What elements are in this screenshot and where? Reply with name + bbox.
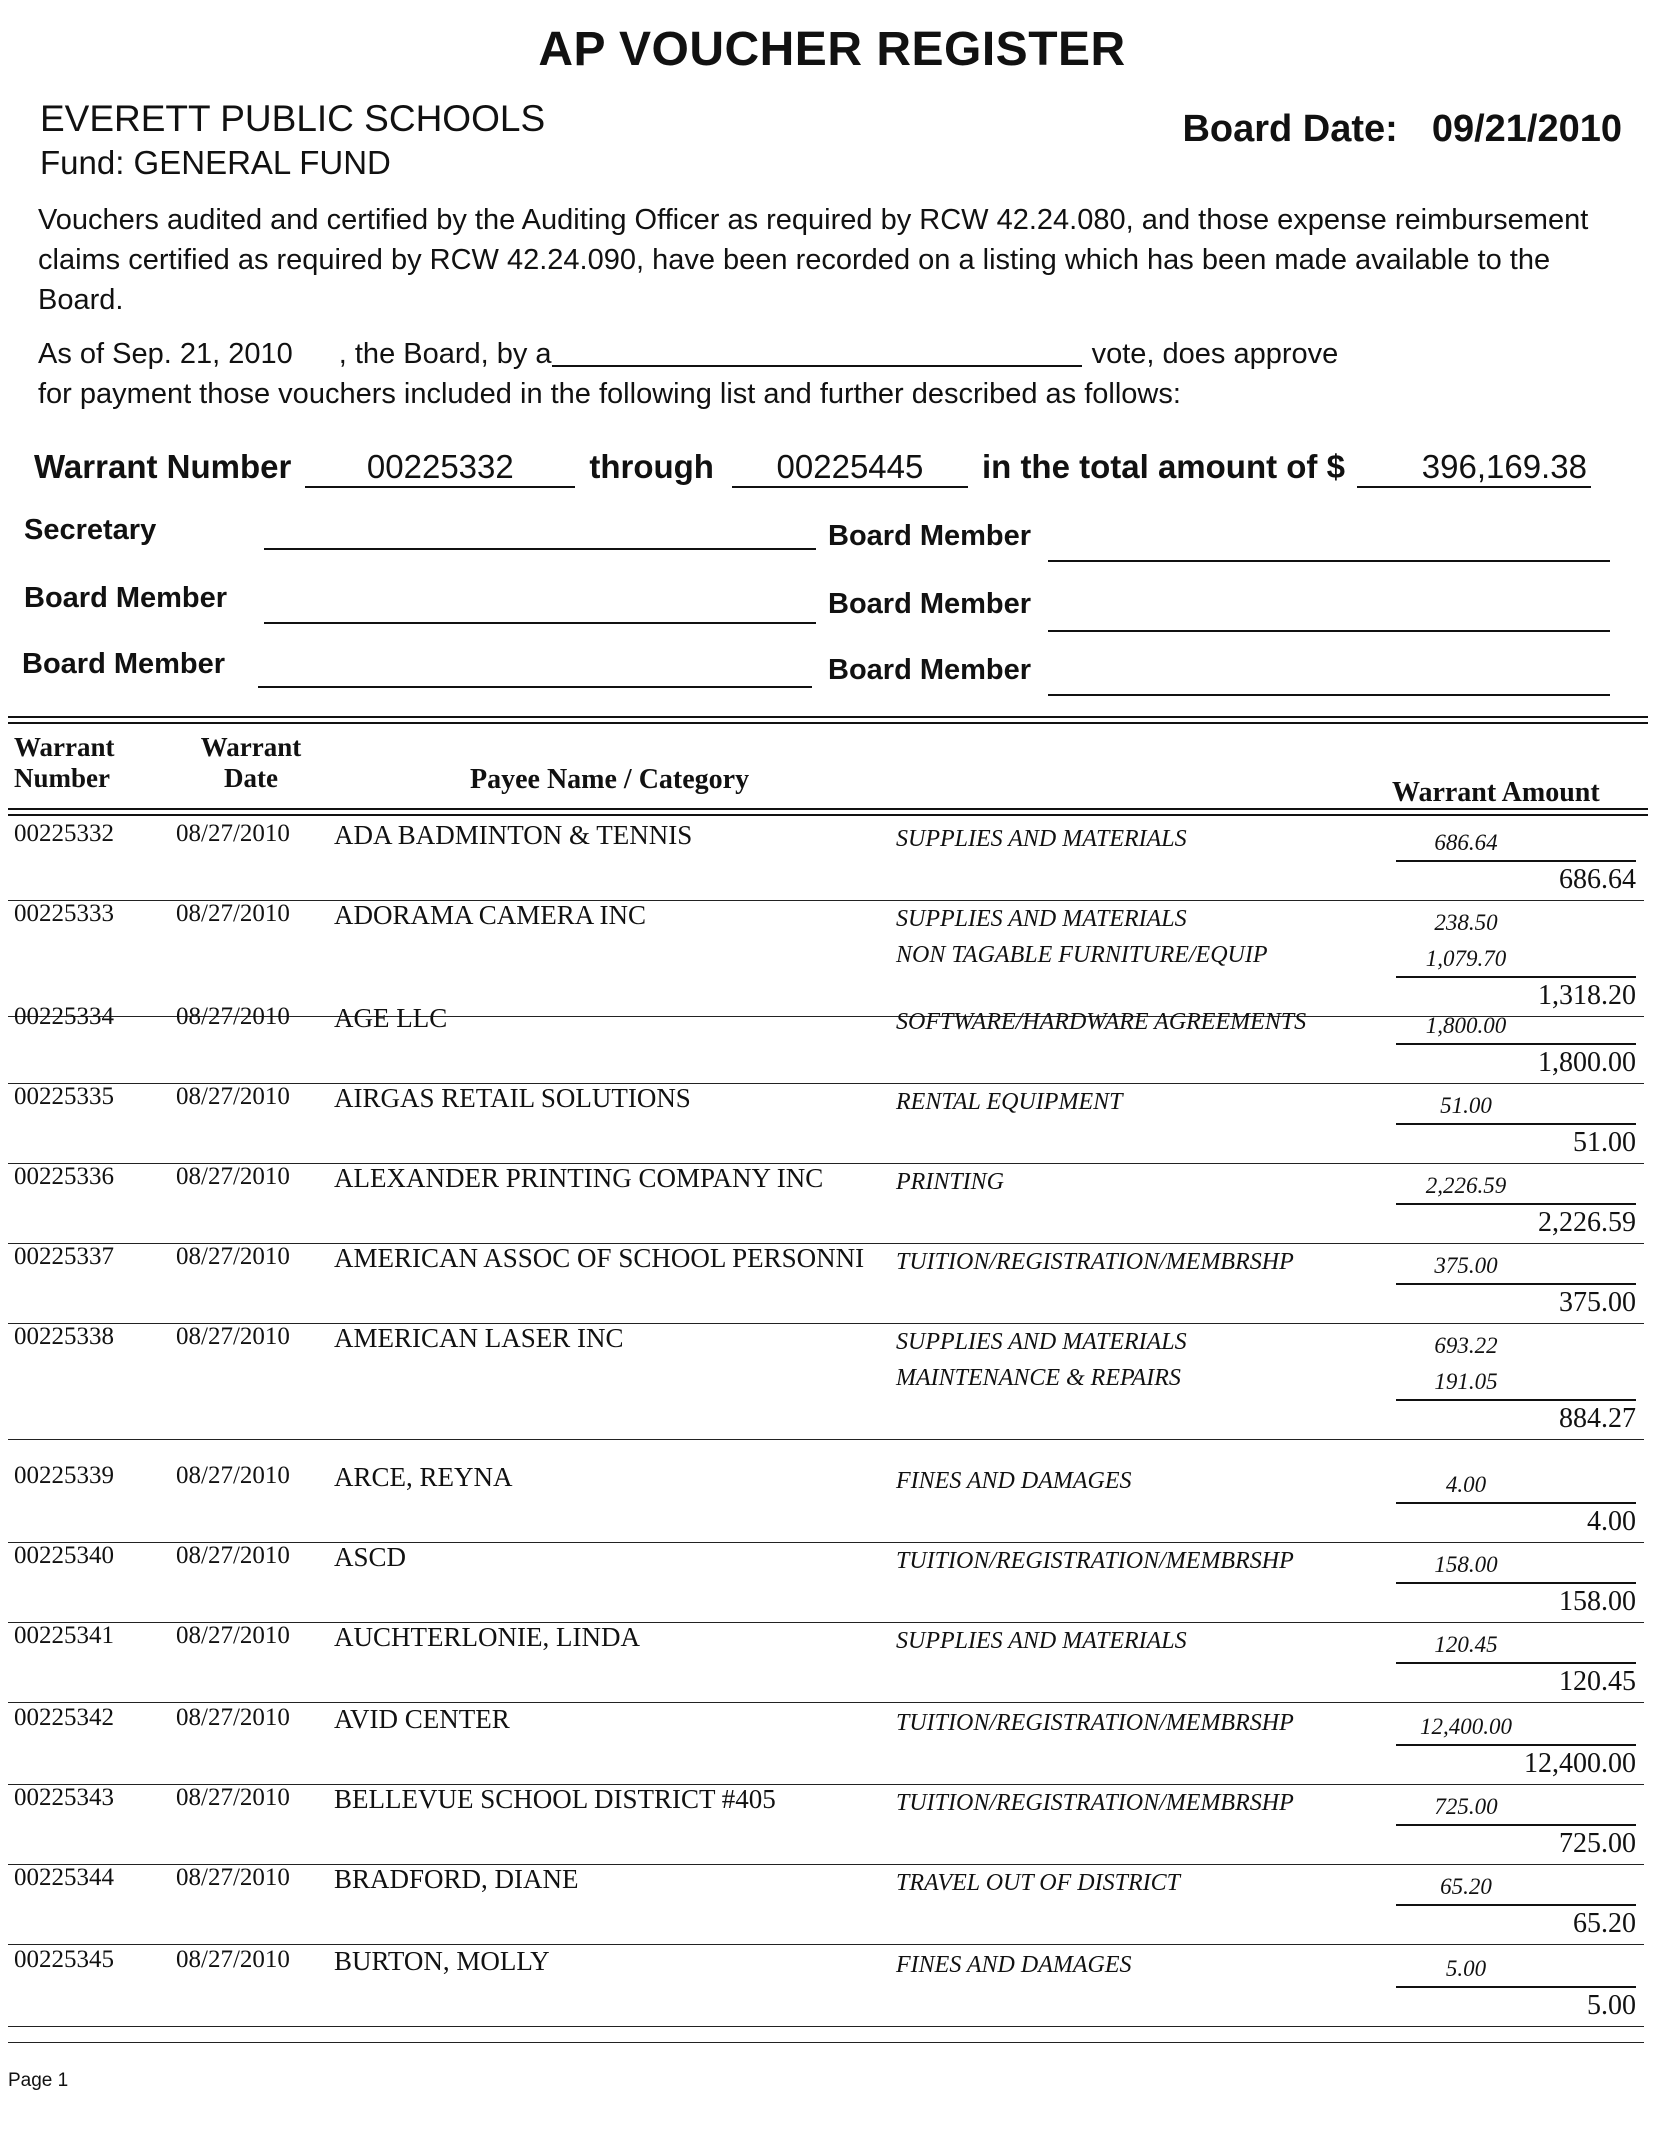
category: TUITION/REGISTRATION/MEMBRSHP <box>896 1548 1294 1574</box>
category: FINES AND DAMAGES <box>896 1952 1132 1978</box>
approval-rest: for payment those vouchers included in the following list and further described as follows: <box>38 378 1181 410</box>
subtotal-rule <box>1396 976 1636 978</box>
as-of-label: As of <box>38 338 105 370</box>
warrant-number: 00225337 <box>14 1243 114 1270</box>
column-header-amount: Warrant Amount <box>1392 777 1600 808</box>
signature-line <box>258 686 812 688</box>
header-text: Date <box>224 763 278 793</box>
warrant-date: 08/27/2010 <box>176 1784 290 1811</box>
warrant-number: 00225340 <box>14 1542 114 1569</box>
board-member-label: Board Member <box>22 648 226 680</box>
warrant-total: 1,800.00 <box>1538 1047 1636 1078</box>
board-member-label: Board Member <box>24 582 228 614</box>
line-amount: 693.22 <box>1434 1333 1498 1358</box>
warrant-date: 08/27/2010 <box>176 1243 290 1270</box>
warrant-number: 00225335 <box>14 1083 114 1110</box>
category: TUITION/REGISTRATION/MEMBRSHP <box>896 1790 1294 1816</box>
category: TUITION/REGISTRATION/MEMBRSHP <box>896 1710 1294 1736</box>
total-amount-label: in the total amount of $ <box>981 448 1345 485</box>
row-separator <box>8 1702 1644 1703</box>
warrant-date: 08/27/2010 <box>176 1003 290 1030</box>
secretary-label: Secretary <box>24 514 157 546</box>
category: SUPPLIES AND MATERIALS <box>896 826 1187 852</box>
warrant-number: 00225338 <box>14 1323 114 1350</box>
warrant-number: 00225341 <box>14 1622 114 1649</box>
through-label: through <box>589 448 714 485</box>
warrant-total: 686.64 <box>1559 864 1636 895</box>
board-member-signature-3 <box>828 588 1031 621</box>
board-date-label: Board Date: <box>1182 108 1398 150</box>
line-amount: 120.45 <box>1434 1632 1498 1657</box>
fund-label: Fund: GENERAL FUND <box>40 144 391 181</box>
warrant-date: 08/27/2010 <box>176 1542 290 1569</box>
secretary-signature <box>24 514 156 547</box>
warrant-total: 158.00 <box>1559 1586 1636 1617</box>
row-separator <box>8 1944 1644 1945</box>
warrant-number: 00225334 <box>14 1003 114 1030</box>
approval-paragraph <box>38 334 1618 414</box>
board-member-signature-2 <box>24 582 227 615</box>
vote-blank <box>552 335 1082 367</box>
warrant-number: 00225345 <box>14 1946 114 1973</box>
category: RENTAL EQUIPMENT <box>896 1089 1123 1115</box>
payee-name: BELLEVUE SCHOOL DISTRICT #405 <box>334 1784 776 1814</box>
payee-name: ALEXANDER PRINTING COMPANY INC <box>334 1163 824 1193</box>
certification-paragraph: Vouchers audited and certified by the Auditing Officer as required by RCW 42.24.080, and those expense reimbursement claims certified as required by RCW 42.24.090, have been recorded on a listing which has been made available to the Board. <box>38 204 1589 316</box>
warrant-number: 00225333 <box>14 900 114 927</box>
payee-name: ARCE, REYNA <box>334 1462 513 1492</box>
warrant-total: 725.00 <box>1559 1828 1636 1859</box>
warrant-total: 2,226.59 <box>1538 1207 1636 1238</box>
page-number: Page 1 <box>8 2070 69 2091</box>
line-amount: 238.50 <box>1434 910 1498 935</box>
approval-middle: , the Board, by a <box>338 338 552 370</box>
signature-line <box>1048 560 1610 562</box>
subtotal-rule <box>1396 1582 1636 1584</box>
header-text: Number <box>14 763 110 793</box>
as-of-date: Sep. 21, 2010 <box>112 338 293 370</box>
line-amount: 1,079.70 <box>1425 946 1507 971</box>
warrant-number: 00225332 <box>14 820 114 847</box>
header-text: Warrant <box>14 732 115 762</box>
payee-name: AUCHTERLONIE, LINDA <box>334 1622 640 1652</box>
signature-line <box>1048 694 1610 696</box>
warrant-total: 884.27 <box>1559 1403 1636 1434</box>
payee-name: AIRGAS RETAIL SOLUTIONS <box>334 1083 691 1113</box>
subtotal-rule <box>1396 1662 1636 1664</box>
column-header-warrant-number <box>14 732 115 794</box>
warrant-date: 08/27/2010 <box>176 1622 290 1649</box>
subtotal-rule <box>1396 1203 1636 1205</box>
header-rule-top <box>8 716 1648 718</box>
category: SOFTWARE/HARDWARE AGREEMENTS <box>896 1009 1307 1035</box>
row-separator <box>8 2026 1644 2027</box>
payee-name: ADA BADMINTON & TENNIS <box>334 820 693 850</box>
warrant-number: 00225342 <box>14 1704 114 1731</box>
signature-line <box>264 548 816 550</box>
signature-line <box>1048 630 1610 632</box>
category: PRINTING <box>896 1169 1004 1195</box>
warrant-total: 1,318.20 <box>1538 980 1636 1011</box>
warrant-total: 51.00 <box>1573 1127 1636 1158</box>
warrant-from: 00225332 <box>305 448 575 488</box>
warrant-number: 00225344 <box>14 1864 114 1891</box>
approval-vote: vote, does approve <box>1091 338 1339 370</box>
warrant-date: 08/27/2010 <box>176 820 290 847</box>
line-amount: 1,800.00 <box>1425 1013 1507 1038</box>
footer-rule <box>8 2042 1644 2043</box>
line-amount: 158.00 <box>1434 1552 1498 1577</box>
payee-name: AMERICAN ASSOC OF SCHOOL PERSONNI <box>334 1243 865 1273</box>
header-rule-bottom-double <box>8 814 1648 816</box>
warrant-date: 08/27/2010 <box>176 1462 290 1489</box>
warrant-number: 00225343 <box>14 1784 114 1811</box>
warrant-date: 08/27/2010 <box>176 1083 290 1110</box>
column-header-payee: Payee Name / Category <box>470 764 750 795</box>
document-title: AP VOUCHER REGISTER <box>538 23 1126 76</box>
subtotal-rule <box>1396 1043 1636 1045</box>
warrant-total: 375.00 <box>1559 1287 1636 1318</box>
header-text: Warrant <box>200 732 302 762</box>
category: TUITION/REGISTRATION/MEMBRSHP <box>896 1249 1294 1275</box>
category: MAINTENANCE & REPAIRS <box>896 1365 1181 1391</box>
payee-name: BURTON, MOLLY <box>334 1946 550 1976</box>
board-date <box>1182 108 1622 151</box>
board-member-label: Board Member <box>828 588 1032 620</box>
warrant-date: 08/27/2010 <box>176 1163 290 1190</box>
warrant-date: 08/27/2010 <box>176 900 290 927</box>
board-member-signature-4 <box>22 648 225 681</box>
column-header-warrant-date <box>186 732 316 794</box>
line-amount: 191.05 <box>1434 1369 1498 1394</box>
subtotal-rule <box>1396 1399 1636 1401</box>
organization-name: EVERETT PUBLIC SCHOOLS <box>40 98 546 139</box>
subtotal-rule <box>1396 1986 1636 1988</box>
category: SUPPLIES AND MATERIALS <box>896 1329 1187 1355</box>
subtotal-rule <box>1396 860 1636 862</box>
category: SUPPLIES AND MATERIALS <box>896 906 1187 932</box>
line-amount: 375.00 <box>1434 1253 1498 1278</box>
payee-name: AVID CENTER <box>334 1704 510 1734</box>
payee-name: AGE LLC <box>334 1003 448 1033</box>
board-member-signature-5 <box>828 654 1031 687</box>
warrant-date: 08/27/2010 <box>176 1704 290 1731</box>
category: NON TAGABLE FURNITURE/EQUIP <box>896 942 1268 968</box>
row-separator <box>8 1439 1644 1440</box>
payee-name: ASCD <box>334 1542 407 1572</box>
category: FINES AND DAMAGES <box>896 1468 1132 1494</box>
warrant-number: 00225339 <box>14 1462 114 1489</box>
warrant-summary <box>34 448 1624 488</box>
warrant-total: 120.45 <box>1559 1666 1636 1697</box>
line-amount: 65.20 <box>1440 1874 1492 1899</box>
signature-line <box>264 622 816 624</box>
board-date-value: 09/21/2010 <box>1431 108 1622 150</box>
subtotal-rule <box>1396 1904 1636 1906</box>
board-member-label: Board Member <box>828 520 1032 552</box>
warrant-total: 12,400.00 <box>1524 1748 1636 1779</box>
subtotal-rule <box>1396 1824 1636 1826</box>
warrant-date: 08/27/2010 <box>176 1946 290 1973</box>
total-amount-value: 396,169.38 <box>1357 448 1591 488</box>
subtotal-rule <box>1396 1744 1636 1746</box>
category: TRAVEL OUT OF DISTRICT <box>896 1870 1180 1896</box>
line-amount: 12,400.00 <box>1420 1714 1512 1739</box>
header-rule-bottom <box>8 808 1648 810</box>
subtotal-rule <box>1396 1123 1636 1125</box>
line-amount: 2,226.59 <box>1425 1173 1507 1198</box>
subtotal-rule <box>1396 1502 1636 1504</box>
payee-name: BRADFORD, DIANE <box>334 1864 579 1894</box>
warrant-total: 4.00 <box>1587 1506 1636 1537</box>
subtotal-rule <box>1396 1283 1636 1285</box>
warrant-total: 65.20 <box>1573 1908 1636 1939</box>
warrant-to: 00225445 <box>732 448 968 488</box>
warrant-number-label: Warrant Number <box>34 448 292 485</box>
line-amount: 725.00 <box>1434 1794 1498 1819</box>
category: SUPPLIES AND MATERIALS <box>896 1628 1187 1654</box>
line-amount: 5.00 <box>1445 1956 1487 1981</box>
warrant-date: 08/27/2010 <box>176 1323 290 1350</box>
warrant-number: 00225336 <box>14 1163 114 1190</box>
line-amount: 4.00 <box>1445 1472 1487 1497</box>
payee-name: ADORAMA CAMERA INC <box>334 900 647 930</box>
warrant-total: 5.00 <box>1587 1990 1636 2021</box>
header-rule-top-double <box>8 722 1648 724</box>
warrant-date: 08/27/2010 <box>176 1864 290 1891</box>
payee-name: AMERICAN LASER INC <box>334 1323 624 1353</box>
line-amount: 686.64 <box>1434 830 1498 855</box>
board-member-label: Board Member <box>828 654 1032 686</box>
board-member-signature-1 <box>828 520 1031 553</box>
line-amount: 51.00 <box>1440 1093 1492 1118</box>
